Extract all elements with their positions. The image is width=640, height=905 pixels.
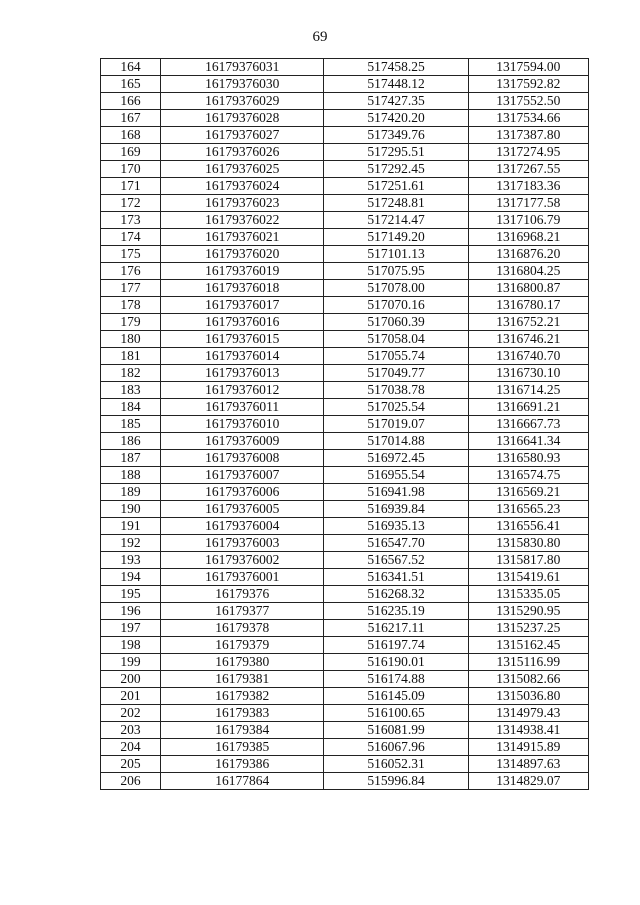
table-row [101,518,589,535]
y-coordinate-cell: 1316569.21 [468,484,588,501]
y-coordinate-cell: 1316968.21 [468,229,588,246]
point-id-cell: 16179376013 [161,365,324,382]
row-number-cell: 171 [101,178,161,195]
point-id-cell: 16179376022 [161,212,324,229]
y-coordinate-cell: 1317594.00 [468,59,588,76]
table-row [101,450,589,467]
x-coordinate-cell: 516100.65 [324,705,468,722]
table-row [101,76,589,93]
y-coordinate-cell: 1316556.41 [468,518,588,535]
table-row [101,654,589,671]
x-coordinate-cell: 517075.95 [324,263,468,280]
row-number-cell: 201 [101,688,161,705]
row-number-cell: 204 [101,739,161,756]
row-number-cell: 189 [101,484,161,501]
row-number-cell: 176 [101,263,161,280]
point-id-cell: 16179376005 [161,501,324,518]
row-number-cell: 172 [101,195,161,212]
table-body [101,59,589,790]
point-id-cell: 16179376028 [161,110,324,127]
x-coordinate-cell: 516547.70 [324,535,468,552]
row-number-cell: 170 [101,161,161,178]
table-row [101,212,589,229]
table-row [101,348,589,365]
x-coordinate-cell: 517149.20 [324,229,468,246]
point-id-cell: 16179376002 [161,552,324,569]
page-number: 69 [312,29,328,45]
row-number-cell: 177 [101,280,161,297]
table-row [101,178,589,195]
y-coordinate-cell: 1316746.21 [468,331,588,348]
point-id-cell: 16179383 [161,705,324,722]
y-coordinate-cell: 1315082.66 [468,671,588,688]
x-coordinate-cell: 517448.12 [324,76,468,93]
point-id-cell: 16179376003 [161,535,324,552]
point-id-cell: 16179378 [161,620,324,637]
table-row [101,535,589,552]
table-row [101,365,589,382]
point-id-cell: 16179376020 [161,246,324,263]
row-number-cell: 180 [101,331,161,348]
point-id-cell: 16179376001 [161,569,324,586]
y-coordinate-cell: 1316740.70 [468,348,588,365]
row-number-cell: 179 [101,314,161,331]
x-coordinate-cell: 517295.51 [324,144,468,161]
x-coordinate-cell: 516341.51 [324,569,468,586]
y-coordinate-cell: 1315290.95 [468,603,588,620]
y-coordinate-cell: 1316580.93 [468,450,588,467]
y-coordinate-cell: 1316752.21 [468,314,588,331]
table-row [101,127,589,144]
y-coordinate-cell: 1314829.07 [468,773,588,790]
table-row [101,399,589,416]
table-row [101,637,589,654]
row-number-cell: 169 [101,144,161,161]
x-coordinate-cell: 516067.96 [324,739,468,756]
x-coordinate-cell: 516567.52 [324,552,468,569]
point-id-cell: 16179376009 [161,433,324,450]
table-row [101,382,589,399]
y-coordinate-cell: 1317106.79 [468,212,588,229]
y-coordinate-cell: 1316730.10 [468,365,588,382]
x-coordinate-cell: 517214.47 [324,212,468,229]
x-coordinate-cell: 517251.61 [324,178,468,195]
point-id-cell: 16179376031 [161,59,324,76]
point-id-cell: 16179376006 [161,484,324,501]
y-coordinate-cell: 1314938.41 [468,722,588,739]
table-row [101,671,589,688]
x-coordinate-cell: 516081.99 [324,722,468,739]
table-row [101,586,589,603]
point-id-cell: 16179376023 [161,195,324,212]
table-row [101,416,589,433]
row-number-cell: 174 [101,229,161,246]
x-coordinate-cell: 516190.01 [324,654,468,671]
row-number-cell: 195 [101,586,161,603]
x-coordinate-cell: 516174.88 [324,671,468,688]
point-id-cell: 16179376018 [161,280,324,297]
point-id-cell: 16179376024 [161,178,324,195]
row-number-cell: 188 [101,467,161,484]
row-number-cell: 183 [101,382,161,399]
y-coordinate-cell: 1316800.87 [468,280,588,297]
y-coordinate-cell: 1315335.05 [468,586,588,603]
table-row [101,603,589,620]
row-number-cell: 192 [101,535,161,552]
y-coordinate-cell: 1316574.75 [468,467,588,484]
x-coordinate-cell: 516268.32 [324,586,468,603]
table-row [101,297,589,314]
point-id-cell: 16179379 [161,637,324,654]
y-coordinate-cell: 1315116.99 [468,654,588,671]
y-coordinate-cell: 1317183.36 [468,178,588,195]
table-row [101,314,589,331]
point-id-cell: 16179384 [161,722,324,739]
table-row [101,195,589,212]
point-id-cell: 16179376029 [161,93,324,110]
x-coordinate-cell: 517458.25 [324,59,468,76]
row-number-cell: 164 [101,59,161,76]
table-row [101,110,589,127]
point-id-cell: 16179376008 [161,450,324,467]
x-coordinate-cell: 516217.11 [324,620,468,637]
x-coordinate-cell: 517248.81 [324,195,468,212]
point-id-cell: 16179385 [161,739,324,756]
y-coordinate-cell: 1317534.66 [468,110,588,127]
y-coordinate-cell: 1315419.61 [468,569,588,586]
table-row [101,552,589,569]
table-row [101,620,589,637]
row-number-cell: 175 [101,246,161,263]
y-coordinate-cell: 1316714.25 [468,382,588,399]
table-row [101,688,589,705]
row-number-cell: 202 [101,705,161,722]
y-coordinate-cell: 1314897.63 [468,756,588,773]
y-coordinate-cell: 1317552.50 [468,93,588,110]
x-coordinate-cell: 516955.54 [324,467,468,484]
y-coordinate-cell: 1316780.17 [468,297,588,314]
table-row [101,433,589,450]
x-coordinate-cell: 516972.45 [324,450,468,467]
row-number-cell: 191 [101,518,161,535]
point-id-cell: 16179376019 [161,263,324,280]
table-row [101,484,589,501]
table-row [101,756,589,773]
point-id-cell: 16179380 [161,654,324,671]
y-coordinate-cell: 1315237.25 [468,620,588,637]
x-coordinate-cell: 516939.84 [324,501,468,518]
row-number-cell: 167 [101,110,161,127]
point-id-cell: 16179376012 [161,382,324,399]
x-coordinate-cell: 517292.45 [324,161,468,178]
x-coordinate-cell: 517049.77 [324,365,468,382]
x-coordinate-cell: 516145.09 [324,688,468,705]
table-row [101,773,589,790]
x-coordinate-cell: 516235.19 [324,603,468,620]
x-coordinate-cell: 516935.13 [324,518,468,535]
row-number-cell: 168 [101,127,161,144]
y-coordinate-cell: 1314915.89 [468,739,588,756]
x-coordinate-cell: 517427.35 [324,93,468,110]
table-row [101,246,589,263]
y-coordinate-cell: 1316565.23 [468,501,588,518]
point-id-cell: 16179376025 [161,161,324,178]
y-coordinate-cell: 1316667.73 [468,416,588,433]
row-number-cell: 194 [101,569,161,586]
table-row [101,144,589,161]
x-coordinate-cell: 516197.74 [324,637,468,654]
table-row [101,229,589,246]
x-coordinate-cell: 517025.54 [324,399,468,416]
row-number-cell: 190 [101,501,161,518]
table-row [101,467,589,484]
x-coordinate-cell: 517014.88 [324,433,468,450]
row-number-cell: 184 [101,399,161,416]
x-coordinate-cell: 517038.78 [324,382,468,399]
x-coordinate-cell: 516052.31 [324,756,468,773]
x-coordinate-cell: 517101.13 [324,246,468,263]
y-coordinate-cell: 1315036.80 [468,688,588,705]
row-number-cell: 181 [101,348,161,365]
y-coordinate-cell: 1316876.20 [468,246,588,263]
row-number-cell: 173 [101,212,161,229]
row-number-cell: 165 [101,76,161,93]
row-number-cell: 206 [101,773,161,790]
row-number-cell: 178 [101,297,161,314]
table-row [101,331,589,348]
point-id-cell: 16179376030 [161,76,324,93]
y-coordinate-cell: 1316691.21 [468,399,588,416]
y-coordinate-cell: 1317274.95 [468,144,588,161]
y-coordinate-cell: 1314979.43 [468,705,588,722]
y-coordinate-cell: 1317267.55 [468,161,588,178]
y-coordinate-cell: 1317177.58 [468,195,588,212]
point-id-cell: 16179376007 [161,467,324,484]
row-number-cell: 198 [101,637,161,654]
row-number-cell: 203 [101,722,161,739]
point-id-cell: 16179376010 [161,416,324,433]
point-id-cell: 16179376011 [161,399,324,416]
row-number-cell: 205 [101,756,161,773]
x-coordinate-cell: 517060.39 [324,314,468,331]
point-id-cell: 16179376014 [161,348,324,365]
x-coordinate-cell: 517078.00 [324,280,468,297]
x-coordinate-cell: 517055.74 [324,348,468,365]
y-coordinate-cell: 1315162.45 [468,637,588,654]
y-coordinate-cell: 1316804.25 [468,263,588,280]
point-id-cell: 16179376021 [161,229,324,246]
table-row [101,722,589,739]
point-id-cell: 16179386 [161,756,324,773]
row-number-cell: 187 [101,450,161,467]
x-coordinate-cell: 517058.04 [324,331,468,348]
table-row [101,569,589,586]
table-row [101,739,589,756]
row-number-cell: 185 [101,416,161,433]
coordinates-table [100,58,589,790]
row-number-cell: 166 [101,93,161,110]
table-row [101,59,589,76]
point-id-cell: 16179376004 [161,518,324,535]
row-number-cell: 186 [101,433,161,450]
point-id-cell: 16179376026 [161,144,324,161]
y-coordinate-cell: 1315817.80 [468,552,588,569]
point-id-cell: 16177864 [161,773,324,790]
point-id-cell: 16179376016 [161,314,324,331]
x-coordinate-cell: 517070.16 [324,297,468,314]
point-id-cell: 16179377 [161,603,324,620]
table-row [101,501,589,518]
y-coordinate-cell: 1316641.34 [468,433,588,450]
x-coordinate-cell: 517349.76 [324,127,468,144]
point-id-cell: 16179376015 [161,331,324,348]
point-id-cell: 16179376027 [161,127,324,144]
row-number-cell: 182 [101,365,161,382]
table-row [101,93,589,110]
x-coordinate-cell: 515996.84 [324,773,468,790]
x-coordinate-cell: 517420.20 [324,110,468,127]
y-coordinate-cell: 1317592.82 [468,76,588,93]
row-number-cell: 193 [101,552,161,569]
x-coordinate-cell: 517019.07 [324,416,468,433]
row-number-cell: 196 [101,603,161,620]
row-number-cell: 200 [101,671,161,688]
table-row [101,280,589,297]
table-row [101,161,589,178]
table-row [101,705,589,722]
table-row [101,263,589,280]
x-coordinate-cell: 516941.98 [324,484,468,501]
point-id-cell: 16179376017 [161,297,324,314]
y-coordinate-cell: 1317387.80 [468,127,588,144]
y-coordinate-cell: 1315830.80 [468,535,588,552]
point-id-cell: 16179382 [161,688,324,705]
point-id-cell: 16179381 [161,671,324,688]
row-number-cell: 199 [101,654,161,671]
point-id-cell: 16179376 [161,586,324,603]
row-number-cell: 197 [101,620,161,637]
